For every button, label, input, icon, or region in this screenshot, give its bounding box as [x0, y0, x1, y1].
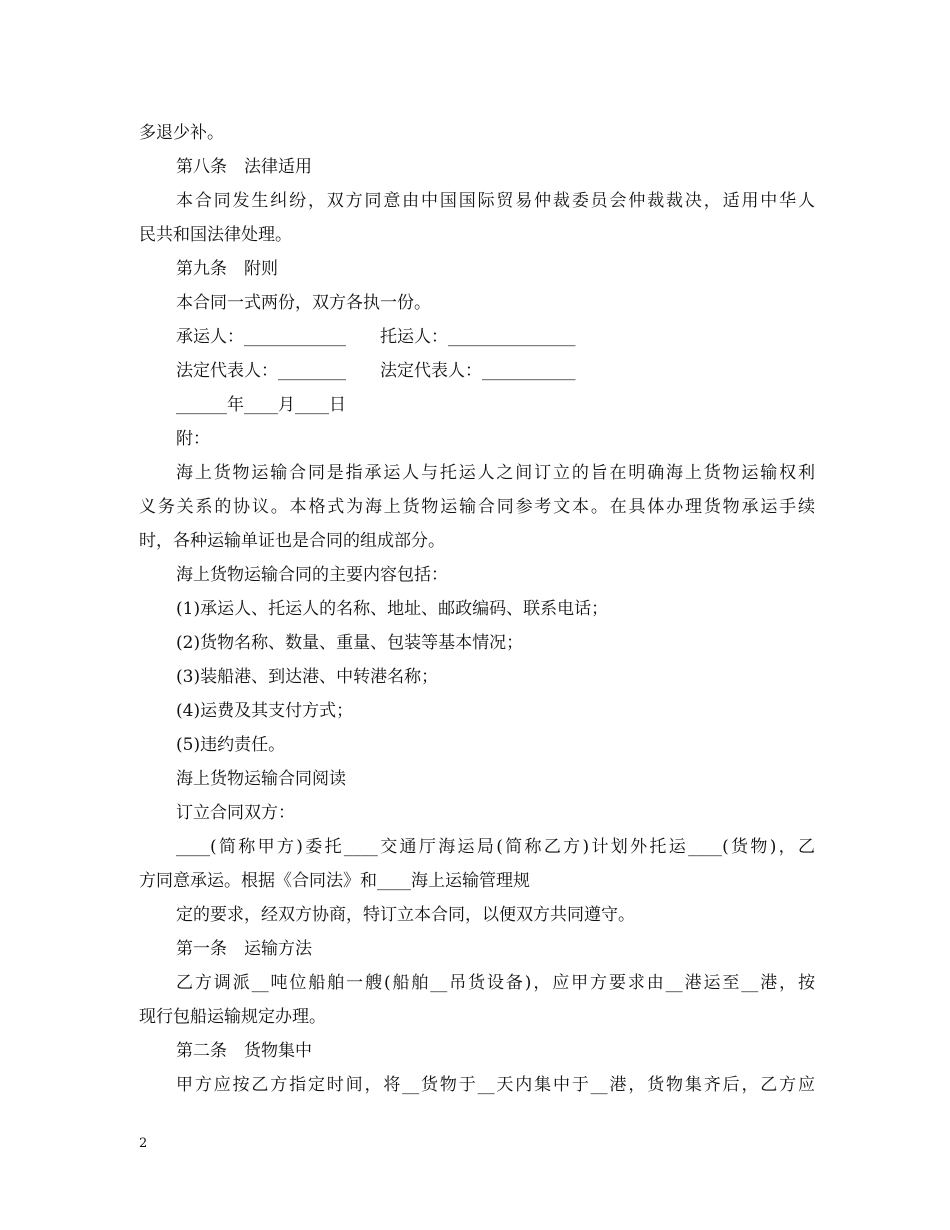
list-item: (5)违约责任。: [176, 735, 286, 755]
list-item: (2)货物名称、数量、重量、包装等基本情况；: [176, 633, 524, 653]
paragraph-line: 海上货物运输合同的主要内容包括：: [176, 565, 448, 585]
paragraph-line: 现行包船运输规定办理。: [139, 1007, 326, 1027]
date-line: ______年____月____日: [176, 395, 346, 415]
paragraph-line: 义务关系的协议。本格式为海上货物运输合同参考文本。在具体办理货物承运手续: [139, 497, 815, 517]
section-title: 海上货物运输合同阅读: [176, 769, 346, 789]
paragraph-line: 本合同一式两份，双方各执一份。: [176, 293, 431, 313]
article-heading: 第八条 法律适用: [176, 157, 312, 177]
paragraph-line: ____(简称甲方)委托____交通厅海运局(简称乙方)计划外托运____(货物)，乙: [176, 837, 815, 857]
paragraph-line: 多退少补。: [139, 123, 224, 143]
signature-line-parties: 承运人：____________ 托运人：_______________: [176, 327, 576, 347]
paragraph-line: 本合同发生纠纷，双方同意由中国国际贸易仲裁委员会仲裁裁决，适用中华人: [176, 191, 815, 211]
page-number: 2: [139, 1136, 148, 1151]
document-body: [139, 116, 815, 1102]
article-heading: 第一条 运输方法: [176, 939, 312, 959]
list-item: (4)运费及其支付方式；: [176, 701, 354, 721]
appendix-label: 附：: [176, 429, 210, 449]
paragraph-line: 时，各种运输单证也是合同的组成部分。: [139, 531, 445, 551]
paragraph-line: 订立合同双方：: [176, 803, 295, 823]
signature-line-representatives: 法定代表人：________ 法定代表人：___________: [176, 361, 576, 381]
article-heading: 第二条 货物集中: [176, 1041, 312, 1061]
paragraph-line: 方同意承运。根据《合同法》和____海上运输管理规: [139, 871, 530, 891]
list-item: (3)装船港、到达港、中转港名称；: [176, 667, 439, 687]
paragraph-line: 民共和国法律处理。: [139, 225, 292, 245]
paragraph-line: 乙方调派__吨位船舶一艘(船舶__吊货设备)，应甲方要求由__港运至__港，按: [176, 973, 815, 993]
paragraph-line: 定的要求，经双方协商，特订立本合同，以便双方共同遵守。: [176, 905, 635, 925]
paragraph-line: 海上货物运输合同是指承运人与托运人之间订立的旨在明确海上货物运输权利: [176, 463, 815, 483]
article-heading: 第九条 附则: [176, 259, 278, 279]
paragraph-line: 甲方应按乙方指定时间，将__货物于__天内集中于__港，货物集齐后，乙方应: [176, 1075, 815, 1095]
list-item: (1)承运人、托运人的名称、地址、邮政编码、联系电话；: [176, 599, 609, 619]
